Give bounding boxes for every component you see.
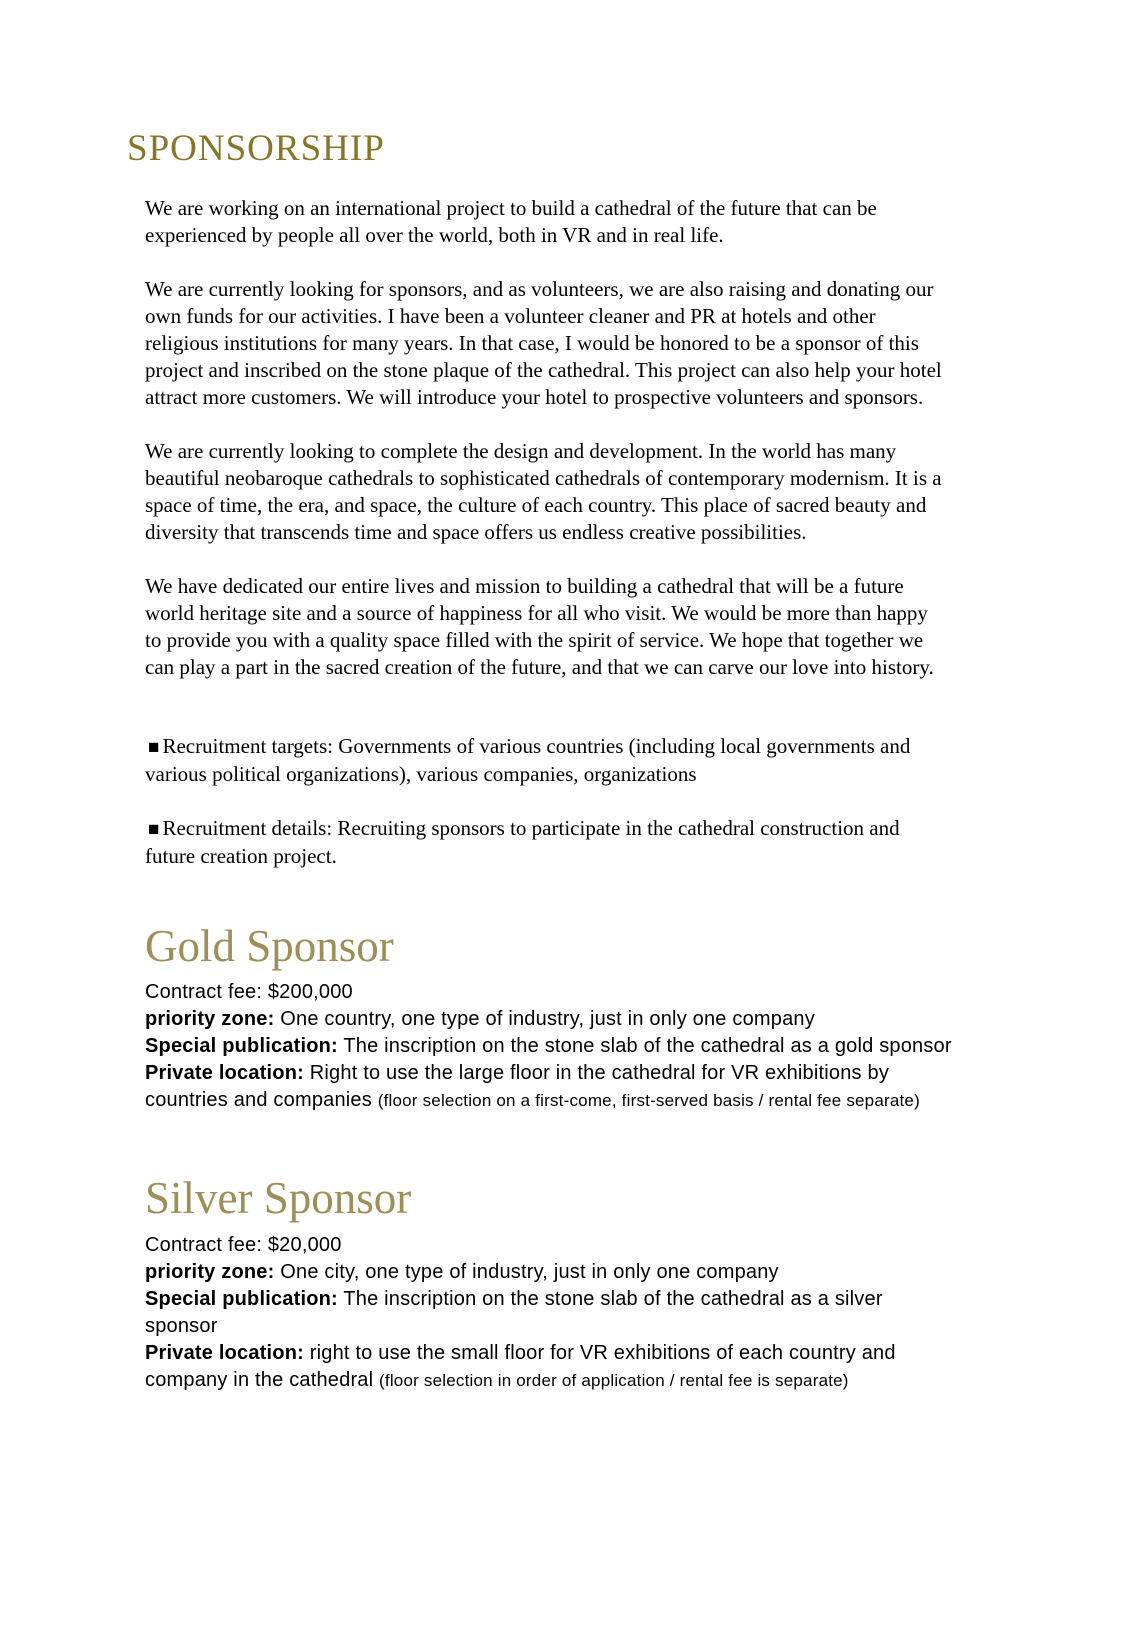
silver-special-publication bbox=[145, 1286, 960, 1340]
gold-private-location-text: Right to use the large floor in the cathedral for VR exhibitions by countries and companies bbox=[145, 1062, 890, 1112]
gold-sponsor-heading: Gold Sponsor bbox=[145, 920, 394, 971]
gold-priority-zone bbox=[145, 1006, 960, 1033]
gold-special-publication-text: The inscription on the stone slab of the cathedral as a gold sponsor bbox=[343, 1035, 952, 1058]
intro-paragraph-4: We have dedicated our entire lives and mission to building a cathedral that will be a future world heritage site and a source of happiness for all who visit. We would be more than happy to provide you with a quality space filled with the spirit of service. We hope that together we can play a part in the sacred creation of the future, and that we can carve our love into history. bbox=[145, 573, 934, 679]
silver-contract-fee: Contract fee: $20,000 bbox=[145, 1233, 342, 1256]
silver-private-location-note: (floor selection in order of application / rental fee is separate) bbox=[379, 1370, 849, 1390]
silver-priority-zone-label: priority zone: bbox=[145, 1260, 275, 1283]
recruitment-targets-text: Recruitment targets: Governments of various countries (including local governments and various political organizations), various companies, organizations bbox=[145, 733, 911, 786]
gold-special-publication-label: Special publication: bbox=[145, 1035, 338, 1058]
silver-private-location-label: Private location: bbox=[145, 1341, 304, 1364]
square-bullet-icon: ■ bbox=[148, 736, 160, 758]
gold-priority-zone-label: priority zone: bbox=[145, 1008, 275, 1031]
page-title: SPONSORSHIP bbox=[127, 128, 385, 169]
silver-special-publication-label: Special publication: bbox=[145, 1287, 338, 1310]
silver-priority-zone bbox=[145, 1259, 960, 1286]
silver-priority-zone-text: One city, one type of industry, just in only one company bbox=[280, 1260, 779, 1283]
gold-contract-fee: Contract fee: $200,000 bbox=[145, 981, 353, 1004]
recruitment-details-text: Recruitment details: Recruiting sponsors to participate in the cathedral construction and future creation project. bbox=[145, 815, 900, 868]
silver-special-publication-text: The inscription on the stone slab of the cathedral as a silver sponsor bbox=[145, 1287, 883, 1337]
gold-private-location bbox=[145, 1060, 960, 1114]
square-bullet-icon: ■ bbox=[148, 818, 160, 840]
intro-paragraph-2: We are currently looking for sponsors, and as volunteers, we are also raising and donating our own funds for our activities. I have been a volunteer cleaner and PR at hotels and other religious institutions for many years. In that case, I would be honored to be a sponsor of this project and inscribed on the stone plaque of the cathedral. This project can also help your hotel attract more customers. We will introduce your hotel to prospective volunteers and sponsors. bbox=[145, 276, 942, 409]
gold-private-location-note: (floor selection on a first-come, first-served basis / rental fee separate) bbox=[377, 1091, 920, 1111]
gold-priority-zone-text: One country, one type of industry, just in only one company bbox=[280, 1008, 815, 1031]
recruitment-targets-item bbox=[145, 733, 945, 788]
silver-private-location bbox=[145, 1340, 960, 1394]
silver-sponsor-heading: Silver Sponsor bbox=[145, 1173, 412, 1224]
gold-private-location-label: Private location: bbox=[145, 1062, 304, 1085]
intro-paragraph-1: We are working on an international project to build a cathedral of the future that can be experienced by people all over the world, both in VR and in real life. bbox=[145, 195, 877, 247]
intro-paragraph-3: We are currently looking to complete the design and development. In the world has many beautiful neobaroque cathedrals to sophisticated cathedrals of contemporary modernism. It is a space of time, the era, and space, the culture of each country. This place of sacred beauty and diversity that transcends time and space offers us endless creative possibilities. bbox=[145, 438, 942, 544]
recruitment-details-item bbox=[145, 815, 945, 870]
gold-special-publication bbox=[145, 1033, 960, 1060]
silver-private-location-text: right to use the small floor for VR exhibitions of each country and company in the cathedral bbox=[145, 1341, 896, 1391]
